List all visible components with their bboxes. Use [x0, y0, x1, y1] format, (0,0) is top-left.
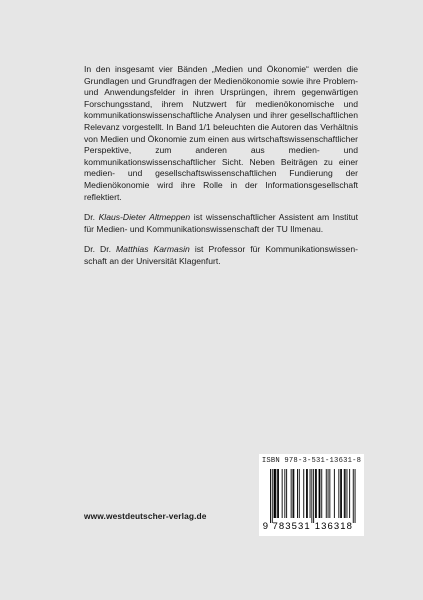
barcode-bar — [282, 469, 283, 518]
barcode-bar — [340, 469, 341, 518]
barcode-bar — [313, 469, 314, 523]
barcode-digits: 136318 — [314, 521, 354, 532]
barcode-bar — [338, 469, 339, 518]
barcode-bar — [353, 469, 354, 523]
barcode-bar — [306, 469, 307, 518]
barcode-digits: 783531 — [272, 521, 311, 532]
barcode-bar — [315, 469, 316, 518]
barcode-bar — [355, 469, 356, 523]
author-bio-karmasin — [84, 244, 358, 267]
barcode-bar — [272, 469, 273, 523]
barcode-bar — [275, 469, 276, 518]
isbn-label: ISBN 978-3-531-13631-8 — [261, 457, 362, 465]
barcode-bar — [345, 469, 346, 518]
barcode-bar — [277, 469, 278, 518]
barcode-bar — [319, 469, 320, 518]
blurb-paragraph: In den insgesamt vier Bänden „Medien und Ökonomie“ werden die Grundlagen und Grundfragen der Medienökonomie sowie ihre Problem- und Anwendungsfelder in ihren Ursprüngen, ihrem gegenwärtigen Forschungsstand, ihrem Nutzwert für medienökonomische und kommunikationswissenschaftliche Analysen und ihrer gesellschaftlichen Relevanz vorgestellt. In Band 1/1 beleuchten die Autoren das Verhältnis von Medien und Ökonomie zum einen aus wirtschaftswissenschaftlicher Perspektive, zum anderen aus medien- und kommunikationswissenschaftlicher Sicht. Neben Beiträgen zu einer medien- und gesellschaftswissenschaftlichen Fundierung der Medienökonomie wird ihre Rolle in der Informationsgesellschaft reflektiert. — [84, 64, 358, 202]
author-description: ist wissenschaftlicher Assistent am Institut für Medien- und Kommunikationswissenschaft der TU Ilmenau. — [84, 212, 359, 234]
barcode-bar — [274, 469, 275, 518]
barcode-bar — [284, 469, 285, 518]
barcode-bar — [303, 469, 304, 518]
publisher-website: www.westdeutscher-verlag.de — [84, 511, 207, 521]
barcode-bar — [321, 469, 322, 518]
barcode-bar — [299, 469, 300, 518]
barcode-bar — [320, 469, 321, 518]
barcode-bar — [275, 469, 276, 518]
barcode-bar — [334, 469, 335, 518]
barcode-bar — [349, 469, 350, 518]
barcode-bar — [328, 469, 329, 518]
barcode-bar — [286, 469, 287, 518]
barcode-bar — [347, 469, 348, 518]
author-name: Klaus-Dieter Altmeppen — [98, 212, 191, 223]
author-prefix: Dr. — [84, 212, 99, 223]
barcode-icon — [259, 467, 364, 535]
barcode-bar — [311, 469, 312, 523]
barcode-bar — [344, 469, 345, 518]
author-name: Matthias Karmasin — [116, 244, 190, 255]
isbn-barcode-box — [259, 454, 364, 536]
author-bio-altmeppen — [84, 212, 358, 235]
barcode-bar — [307, 469, 308, 518]
barcode-bar — [326, 469, 327, 518]
back-cover-text — [84, 64, 358, 277]
barcode-bar — [278, 469, 279, 518]
barcode-bar — [293, 469, 294, 518]
barcode-bar — [291, 469, 292, 518]
barcode-bar — [293, 469, 294, 518]
barcode-bar — [329, 469, 330, 518]
author-description: ist Professor für Kommunikationswissenschaft an der Universität Klagenfurt. — [84, 244, 358, 266]
barcode-bar — [270, 469, 271, 523]
barcode-bar — [297, 469, 298, 518]
barcode-bar — [341, 469, 342, 518]
barcode-digits: 9 — [262, 521, 270, 532]
barcode-bar — [316, 469, 317, 518]
barcode-bar — [310, 469, 311, 518]
author-prefix: Dr. Dr. — [84, 244, 117, 255]
